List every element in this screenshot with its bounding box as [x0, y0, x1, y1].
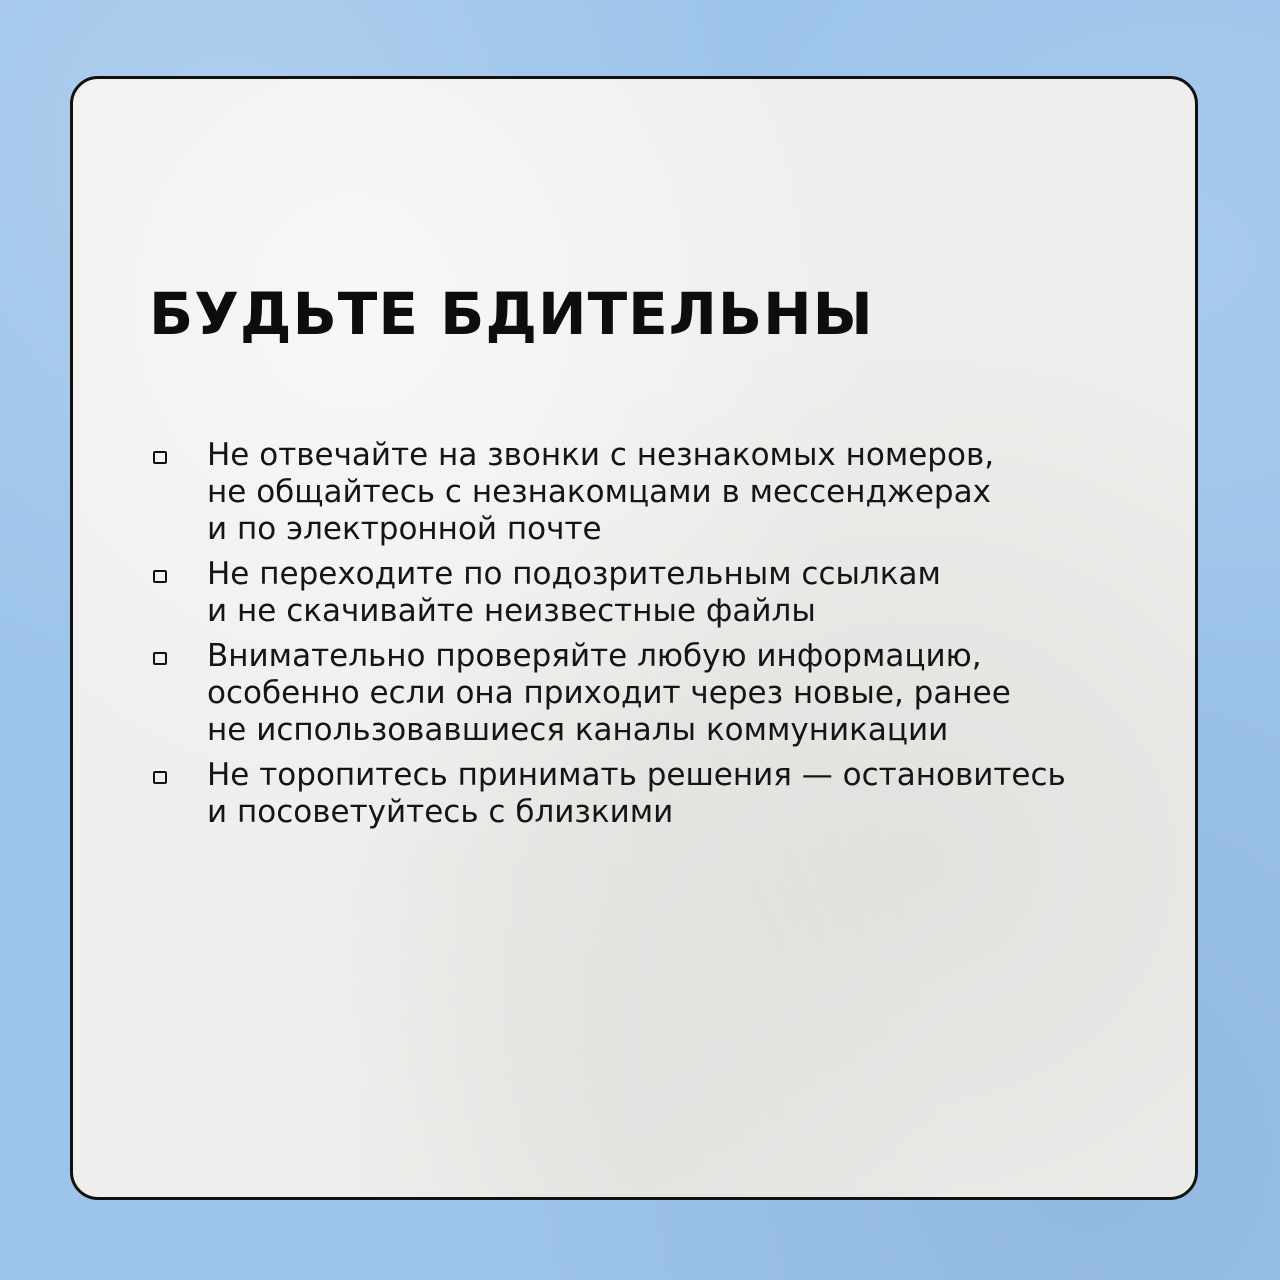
list-item	[149, 638, 1159, 749]
list-item-line: и по электронной почте	[207, 511, 602, 547]
square-bullet-icon	[153, 570, 167, 583]
list-item-line: особенно если она приходит через новые, ранее	[207, 675, 1011, 711]
list-item	[149, 757, 1159, 831]
list-item	[149, 556, 1159, 630]
content-card	[70, 76, 1198, 1200]
list-item-line: и посоветуйтесь с близкими	[207, 794, 674, 830]
list-item-line: и не скачивайте неизвестные файлы	[207, 593, 816, 629]
square-bullet-icon	[153, 771, 167, 784]
list-item-line: не общайтесь с незнакомцами в мессенджерах	[207, 474, 991, 510]
square-bullet-icon	[153, 451, 167, 464]
page-title: БУДЬТЕ БДИТЕЛЬНЫ	[149, 280, 874, 348]
list-item-line: не использовавшиеся каналы коммуникации	[207, 712, 949, 748]
list-item-line: Внимательно проверяйте любую информацию,	[207, 638, 982, 674]
list-item-line: Не отвечайте на звонки с незнакомых номеров,	[207, 437, 995, 473]
tips-list	[149, 437, 1159, 839]
list-item	[149, 437, 1159, 548]
list-item-line: Не переходите по подозрительным ссылкам	[207, 556, 941, 592]
square-bullet-icon	[153, 652, 167, 665]
list-item-line: Не торопитесь принимать решения — остановитесь	[207, 757, 1066, 793]
